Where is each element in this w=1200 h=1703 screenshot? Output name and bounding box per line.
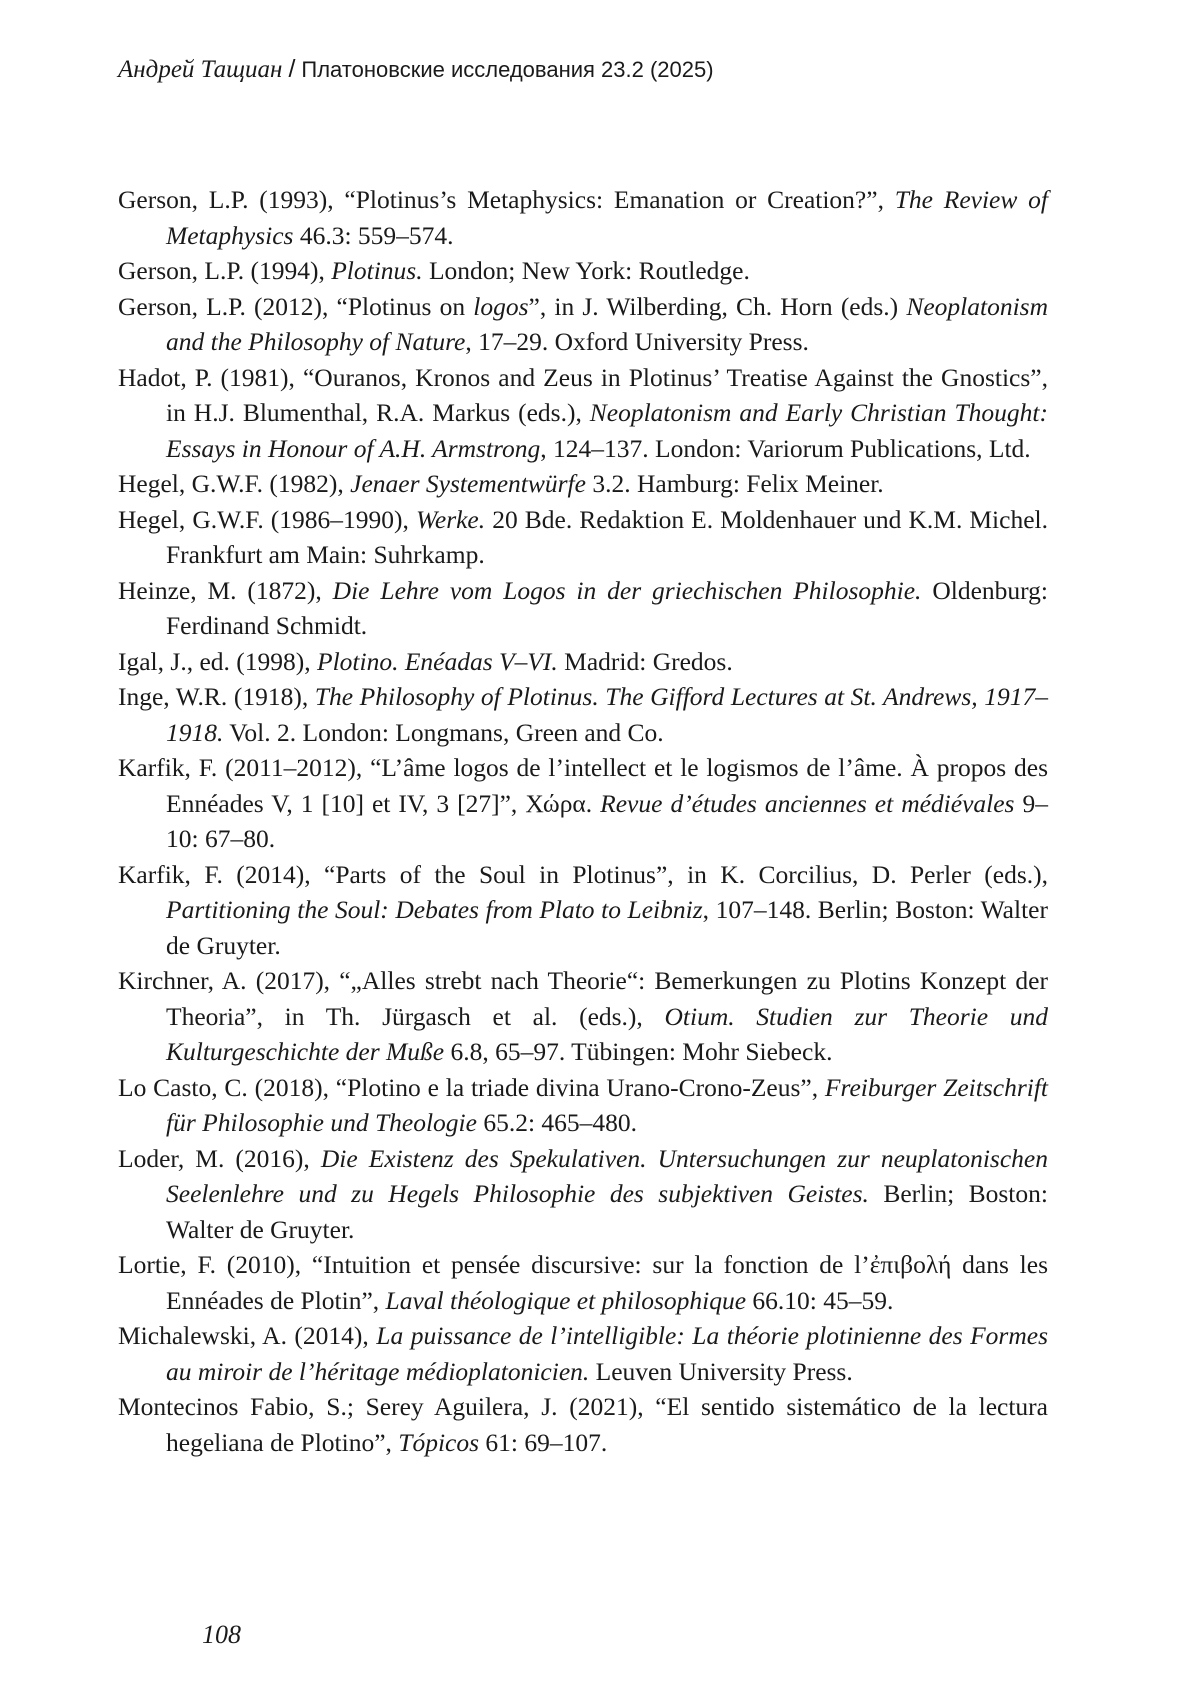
- reference-entry: Hegel, G.W.F. (1986–1990), Werke. 20 Bde. Redaktion E. Moldenhauer und K.M. Michel. Frankfurt am Main: Suhrkamp.: [118, 504, 1048, 569]
- reference-entry: Montecinos Fabio, S.; Serey Aguilera, J. (2021), “El sentido sistemático de la lectura hegeliana de Plotino”, Tópicos 61: 69–107.: [118, 1392, 1048, 1457]
- reference-entry: Gerson, L.P. (1994), Plotinus. London; New York: Routledge.: [118, 256, 750, 285]
- page-number: 108: [202, 1620, 241, 1649]
- reference-entry: Michalewski, A. (2014), La puissance de l’intelligible: La théorie plotinienne des Formes au miroir de l’héritage médioplatonicien. Leuven University Press.: [118, 1321, 1048, 1386]
- reference-entry: Lortie, F. (2010), “Intuition et pensée discursive: sur la fonction de l’ἐπιβολή dans les Ennéades de Plotin”, Laval théologique et philosophique 66.10: 45–59.: [118, 1250, 1048, 1315]
- bibliography-list: [118, 182, 1048, 1460]
- reference-entry: Hegel, G.W.F. (1982), Jenaer Systementwürfe 3.2. Hamburg: Felix Meiner.: [118, 469, 884, 498]
- running-header: [118, 52, 714, 87]
- reference-entry: Loder, M. (2016), Die Existenz des Spekulativen. Untersuchungen zur neuplatonischen Seelenlehre und zu Hegels Philosophie des subjektiven Geistes. Berlin; Boston: Walter de Gruyter.: [118, 1143, 1048, 1244]
- reference-entry: Gerson, L.P. (2012), “Plotinus on logos”, in J. Wilberding, Ch. Horn (eds.) Neoplatonism and the Philosophy of Nature, 17–29. Oxford University Press.: [118, 291, 1048, 356]
- reference-entry: Inge, W.R. (1918), The Philosophy of Plotinus. The Gifford Lectures at St. Andrews, 1917–1918. Vol. 2. London: Longmans, Green and Co.: [118, 682, 1049, 747]
- reference-entry: Igal, J., ed. (1998), Plotino. Enéadas V–VI. Madrid: Gredos.: [118, 646, 733, 676]
- reference-entry: Lo Casto, C. (2018), “Plotino e la triade divina Urano-Crono-Zeus”, Freiburger Zeitschrift für Philosophie und Theologie 65.2: 465–480.: [118, 1072, 1049, 1137]
- reference-entry: Karfik, F. (2011–2012), “L’âme logos de l’intellect et le logismos de l’âme. À propos des Ennéades V, 1 [10] et IV, 3 [27]”, Χώρα. Revue d’études anciennes et médiévales 9–10: 67–80.: [118, 753, 1048, 853]
- reference-entry: Heinze, M. (1872), Die Lehre vom Logos in der griechischen Philosophie. Oldenburg: Ferdinand Schmidt.: [118, 575, 1048, 640]
- header-author: Андрей Тащиан: [118, 56, 283, 83]
- reference-entry: Kirchner, A. (2017), “„Alles strebt nach Theorie“: Bemerkungen zu Plotins Konzept der Theoria”, in Th. Jürgasch et al. (eds.), Otium. Studien zur Theorie und Kulturgeschichte der Muße 6.8, 65–97. Tübingen: Mohr Siebeck.: [118, 966, 1048, 1066]
- reference-entry: Gerson, L.P. (1993), “Plotinus’s Metaphysics: Emanation or Creation?”, The Review of Metaphysics 46.3: 559–574.: [118, 185, 1048, 250]
- header-separator: /: [288, 55, 296, 83]
- reference-entry: Hadot, P. (1981), “Ouranos, Kronos and Zeus in Plotinus’ Treatise Against the Gnostics”, in H.J. Blumenthal, R.A. Markus (eds.), Neoplatonism and Early Christian Thought: Essays in Honour of A.H. Armstrong, 124–137. London: Variorum Publications, Ltd.: [118, 362, 1048, 463]
- reference-entry: Karfik, F. (2014), “Parts of the Soul in Plotinus”, in K. Corcilius, D. Perler (eds.), Partitioning the Soul: Debates from Plato to Leibniz, 107–148. Berlin; Boston: Walter de Gruyter.: [118, 859, 1048, 960]
- header-journal: Платоновские исследования 23.2 (2025): [301, 57, 714, 82]
